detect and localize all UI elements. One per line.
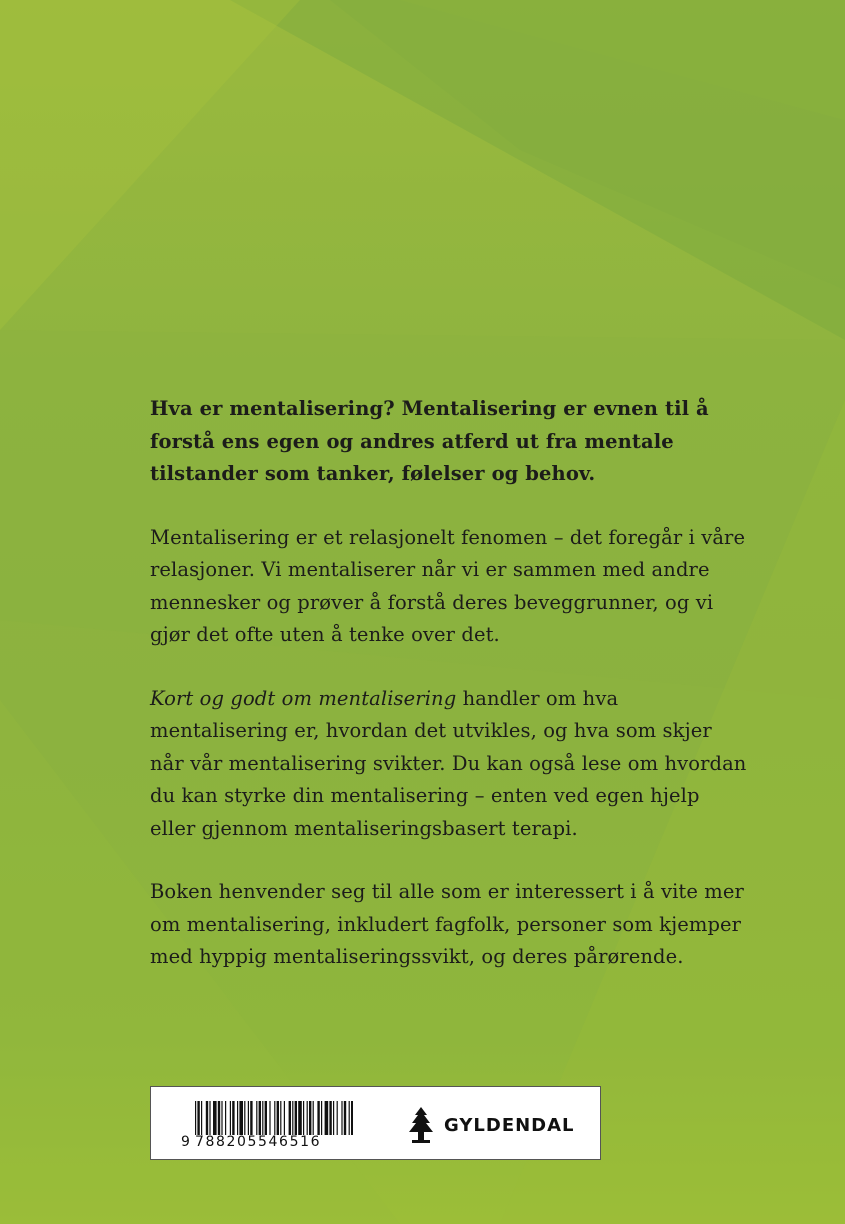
barcode-bar <box>225 1101 226 1135</box>
barcode-bar <box>309 1101 311 1135</box>
publisher-logo <box>406 1107 575 1143</box>
barcode-bar <box>262 1101 263 1135</box>
barcode-bar <box>232 1101 234 1135</box>
barcode-bar <box>239 1101 243 1135</box>
barcode-bar <box>237 1101 238 1135</box>
barcode-bar <box>313 1101 314 1135</box>
barcode-bar <box>201 1101 202 1135</box>
tree-icon <box>406 1107 436 1143</box>
book-title-italic: Kort og godt om mentalisering <box>150 686 457 710</box>
body-paragraph-relational: Mentalisering er et relasjonelt fenomen – det foregår i våre relasjoner. Vi mentaliserer når vi er sammen med andre mennesker og prøver å forstå deres beveggrunner, og vi gjør det ofte uten å tenke over det. <box>150 525 746 646</box>
barcode-bar <box>341 1101 342 1135</box>
barcode-bar <box>307 1101 308 1135</box>
barcode-bar <box>213 1101 217 1135</box>
barcode-bar <box>250 1101 252 1135</box>
back-cover-text <box>150 393 750 1005</box>
barcode-prefix-digit: 9 <box>181 1134 190 1150</box>
barcode-bar <box>344 1101 346 1135</box>
barcode-bar <box>349 1101 350 1135</box>
body-paragraph-book-description <box>150 683 750 846</box>
barcode-bar <box>321 1101 322 1135</box>
barcode-bar <box>218 1101 220 1135</box>
publisher-name: GYLDENDAL <box>444 1114 575 1136</box>
barcode-bar <box>289 1101 291 1135</box>
barcode-bar <box>337 1101 338 1135</box>
barcode-bar <box>284 1101 285 1135</box>
barcode-bar <box>329 1101 331 1135</box>
barcode-bar <box>351 1101 353 1135</box>
barcode-bar <box>317 1101 319 1135</box>
barcode-bar <box>325 1101 329 1135</box>
barcode-bar <box>259 1101 261 1135</box>
barcode-bar <box>197 1101 199 1135</box>
body-paragraph-audience: Boken henvender seg til alle som er interessert i å vite mer om mentalisering, inkludert fagfolk, personer som kjemper med hyppig mentaliseringssvikt, og deres pårørende. <box>150 880 744 968</box>
barcode-bar <box>209 1101 210 1135</box>
barcode-bar <box>298 1101 302 1135</box>
book-description-text: handler om hva mentalisering er, hvordan det utvikles, og hva som skjer når vår mentalisering svikter. Du kan også lese om hvordan du kan styrke din mentalisering – enten ved egen hjelp eller gjennom mentaliseringsbasert terapi. <box>150 686 747 840</box>
barcode-bar <box>244 1101 245 1135</box>
barcode-label <box>150 1086 601 1160</box>
barcode-bar <box>230 1101 231 1135</box>
barcode-digits: 788205546516 <box>195 1134 322 1150</box>
barcode-bar <box>274 1101 275 1135</box>
barcode-bar <box>195 1101 196 1135</box>
lead-paragraph: Hva er mentalisering? Mentalisering er evnen til å forstå ens egen og andres atferd ut fra mentale tilstander som tanker, følelser og behov. <box>150 397 709 485</box>
barcode-bar <box>206 1101 208 1135</box>
barcode-bar <box>280 1101 281 1135</box>
barcode-bar <box>221 1101 222 1135</box>
barcode-bar <box>333 1101 334 1135</box>
barcode-bar <box>265 1101 267 1135</box>
barcode-bar <box>303 1101 304 1135</box>
barcode-bar <box>269 1101 270 1135</box>
barcode-bar <box>248 1101 249 1135</box>
barcode-bar <box>277 1101 279 1135</box>
barcode-bars <box>195 1101 353 1135</box>
barcode-bar <box>256 1101 257 1135</box>
barcode-bar <box>292 1101 293 1135</box>
barcode-bar <box>295 1101 297 1135</box>
